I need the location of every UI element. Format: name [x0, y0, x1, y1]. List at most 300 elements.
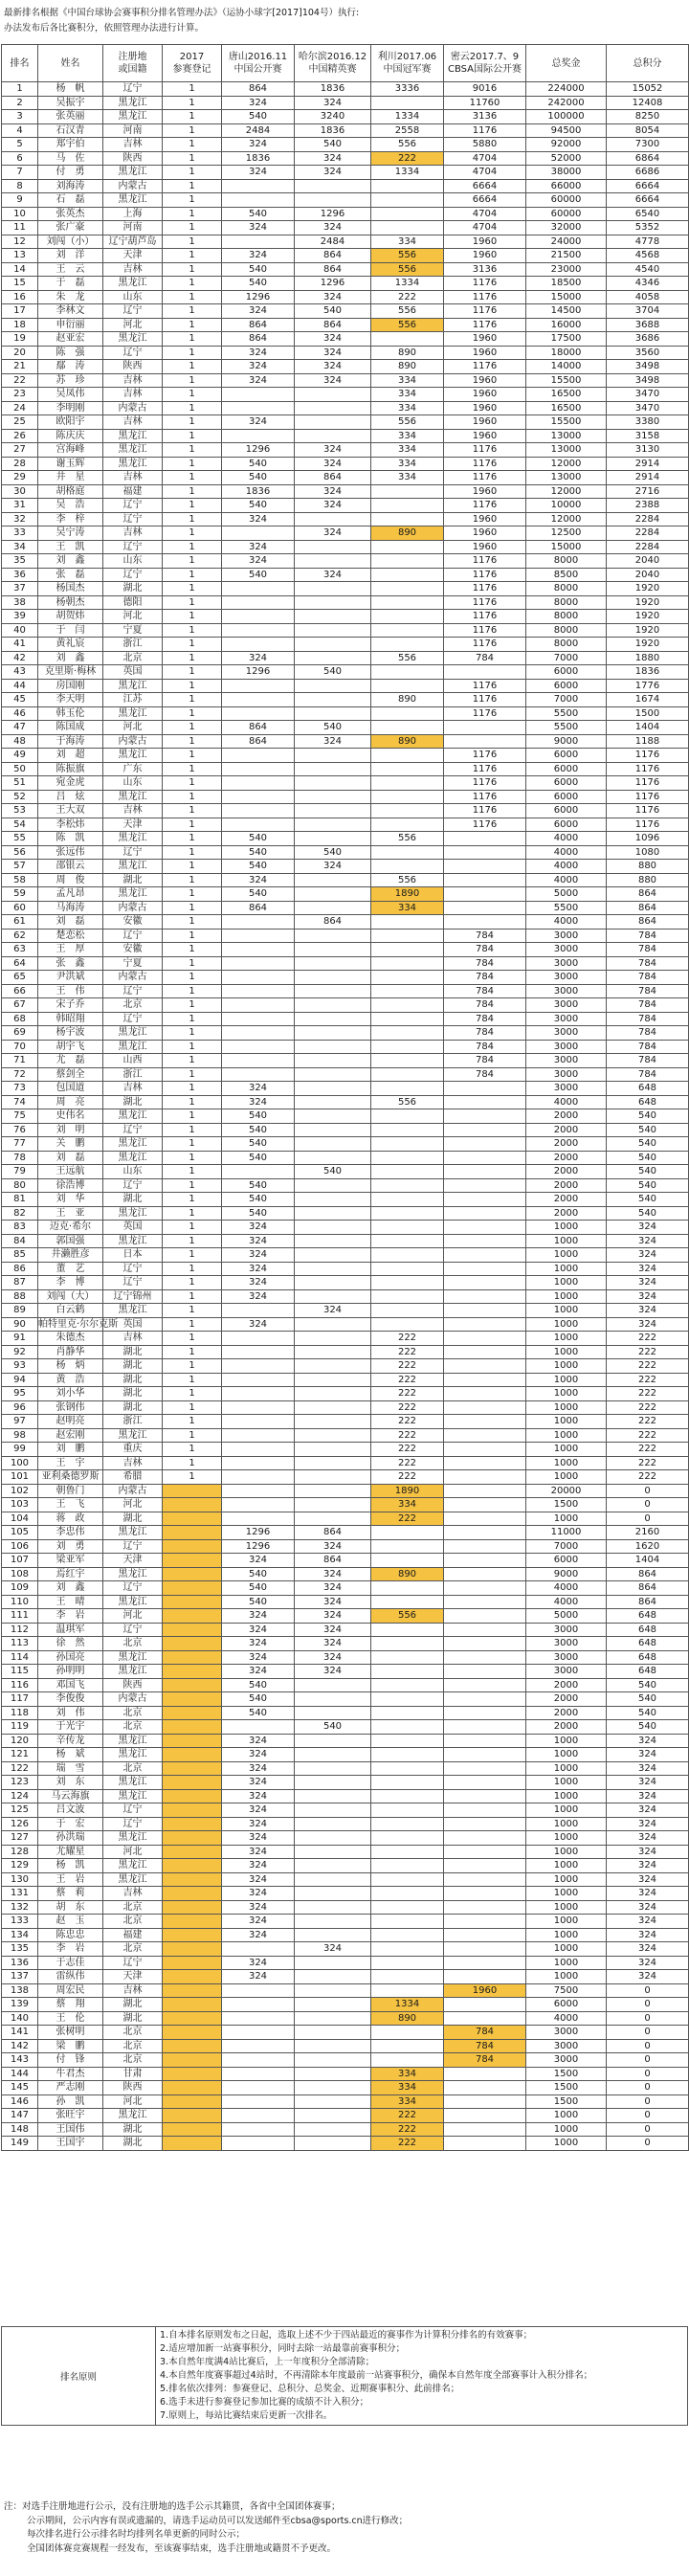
table-cell	[295, 1400, 371, 1415]
table-cell: 刘 鑫	[38, 554, 103, 569]
table-row	[2, 568, 689, 582]
table-cell: 于海涛	[38, 734, 103, 749]
table-row	[2, 1082, 689, 1096]
table-row	[2, 1554, 689, 1568]
table-cell: 4704	[444, 207, 526, 221]
table-row	[2, 638, 689, 652]
table-cell	[295, 429, 371, 443]
table-cell: 1	[163, 860, 222, 874]
table-cell: 5	[2, 138, 38, 152]
table-cell: 0	[607, 2053, 689, 2068]
table-cell: 140	[2, 2011, 38, 2026]
table-cell: 784	[607, 1026, 689, 1041]
table-cell: 864	[295, 915, 371, 930]
table-cell: 324	[222, 1845, 295, 1859]
table-cell: 864	[607, 1595, 689, 1609]
table-cell	[222, 929, 295, 943]
table-cell	[444, 1539, 526, 1554]
table-cell	[222, 1373, 295, 1387]
table-cell: 6000	[526, 776, 607, 791]
table-cell	[295, 1859, 371, 1873]
table-cell: 刘 超	[38, 749, 103, 763]
table-cell	[295, 638, 371, 652]
table-cell: 540	[222, 471, 295, 485]
table-cell	[163, 1595, 222, 1609]
rules-content	[156, 2327, 688, 2426]
table-cell: 黑龙江	[103, 1026, 163, 1041]
table-cell: 6664	[607, 193, 689, 208]
table-cell: 1	[163, 762, 222, 776]
table-cell: 119	[2, 1720, 38, 1735]
table-cell: 1960	[444, 1983, 526, 1998]
table-cell: 324	[222, 1915, 295, 1929]
table-cell	[163, 1900, 222, 1915]
table-cell: 吉林	[103, 1456, 163, 1470]
table-cell: 324	[295, 457, 371, 471]
table-row	[2, 1817, 689, 1831]
table-cell	[295, 1289, 371, 1304]
table-cell	[222, 1040, 295, 1054]
table-cell: 周宏民	[38, 1983, 103, 1998]
table-cell: 38000	[526, 166, 607, 180]
table-cell: 吉林	[103, 1983, 163, 1998]
table-cell: 3000	[526, 998, 607, 1013]
table-cell	[222, 915, 295, 930]
table-cell: 梁 鹏	[38, 2039, 103, 2053]
table-cell: 1	[163, 554, 222, 569]
table-cell	[444, 1262, 526, 1276]
table-cell: 57	[2, 860, 38, 874]
table-cell	[371, 221, 444, 235]
table-cell: 556	[371, 249, 444, 263]
table-cell	[295, 1234, 371, 1248]
table-cell: 4000	[526, 915, 607, 930]
table-cell	[371, 1720, 444, 1735]
table-cell: 10000	[526, 499, 607, 513]
table-cell	[163, 2026, 222, 2040]
table-cell: 1	[163, 679, 222, 693]
table-row	[2, 1178, 689, 1193]
table-row	[2, 1859, 689, 1873]
table-cell: 0	[607, 2039, 689, 2053]
table-cell: 1	[163, 1248, 222, 1263]
table-cell: 北京	[103, 651, 163, 665]
table-cell	[222, 179, 295, 193]
note-line: 每次排名进行公示排名时均排列名单更新的同时公示；	[27, 2529, 246, 2540]
table-cell: 4568	[607, 249, 689, 263]
table-cell: 324	[295, 346, 371, 360]
table-cell: 19	[2, 332, 38, 347]
table-cell: 222	[371, 1456, 444, 1470]
table-cell: 湖北	[103, 1193, 163, 1207]
table-cell	[222, 595, 295, 610]
table-row	[2, 1040, 689, 1054]
table-cell	[371, 2039, 444, 2053]
table-cell: 董 艺	[38, 1262, 103, 1276]
table-row	[2, 706, 689, 721]
table-cell: 黑龙江	[103, 1665, 163, 1679]
table-cell	[295, 1359, 371, 1374]
table-cell	[295, 984, 371, 998]
table-cell	[444, 1928, 526, 1942]
table-cell: 135	[2, 1942, 38, 1957]
table-cell	[444, 887, 526, 902]
table-cell	[444, 1650, 526, 1665]
table-cell: 王 岩	[38, 1872, 103, 1887]
table-cell	[295, 1776, 371, 1790]
table-cell: 4	[2, 123, 38, 138]
table-cell: 房国刚	[38, 679, 103, 693]
table-row	[2, 512, 689, 526]
table-cell: 5500	[526, 901, 607, 915]
table-cell: 334	[371, 388, 444, 402]
table-cell	[163, 1761, 222, 1776]
table-cell: 540	[222, 832, 295, 846]
table-cell: 3470	[607, 388, 689, 402]
table-cell: 222	[371, 1415, 444, 1429]
table-cell: 刘 伟	[38, 1706, 103, 1720]
table-cell: 97	[2, 1415, 38, 1429]
table-cell: 864	[222, 901, 295, 915]
table-cell: 安徽	[103, 943, 163, 957]
table-cell: 324	[295, 96, 371, 110]
table-cell: 2000	[526, 1178, 607, 1193]
table-cell: 张旺宇	[38, 2109, 103, 2123]
table-cell: 324	[295, 1581, 371, 1596]
table-cell: 324	[222, 1554, 295, 1568]
table-cell	[444, 915, 526, 930]
table-cell	[295, 873, 371, 887]
table-cell	[444, 1123, 526, 1137]
table-cell: 1000	[526, 1289, 607, 1304]
table-cell: 334	[371, 2067, 444, 2081]
table-cell: 324	[222, 138, 295, 152]
table-cell: 3000	[526, 1665, 607, 1679]
table-cell	[163, 1720, 222, 1735]
table-row	[2, 1345, 689, 1359]
table-cell: 334	[371, 457, 444, 471]
table-cell: 1920	[607, 610, 689, 624]
table-cell	[222, 1332, 295, 1346]
table-cell: 1	[163, 665, 222, 680]
table-cell	[295, 193, 371, 208]
table-cell: 1	[163, 290, 222, 304]
table-cell	[295, 554, 371, 569]
table-cell: 尤 磊	[38, 1054, 103, 1068]
table-row	[2, 1526, 689, 1540]
table-cell	[295, 1206, 371, 1221]
table-cell: 尹洪斌	[38, 971, 103, 985]
table-cell: 蒋 政	[38, 1512, 103, 1526]
table-cell: 324	[295, 1304, 371, 1318]
table-cell: 11760	[444, 96, 526, 110]
table-cell: 1	[163, 277, 222, 291]
table-cell: 15	[2, 277, 38, 291]
table-cell: 1	[163, 1456, 222, 1470]
table-cell: 8000	[526, 638, 607, 652]
table-cell: 9	[2, 193, 38, 208]
table-cell	[371, 96, 444, 110]
table-cell	[163, 2109, 222, 2123]
table-cell: 1176	[444, 290, 526, 304]
table-row	[2, 1443, 689, 1457]
table-cell: 黑龙江	[103, 2109, 163, 2123]
table-cell: 42	[2, 651, 38, 665]
table-cell: 吉林	[103, 415, 163, 430]
table-cell: 辽宁	[103, 1623, 163, 1637]
table-row	[2, 123, 689, 138]
table-cell	[163, 1803, 222, 1818]
table-cell: 784	[444, 984, 526, 998]
table-cell: 1	[163, 1221, 222, 1235]
table-cell	[295, 1123, 371, 1137]
table-cell	[444, 2067, 526, 2081]
table-cell	[444, 1178, 526, 1193]
table-cell: 324	[222, 1859, 295, 1873]
table-cell: 张英杰	[38, 207, 103, 221]
table-cell: 广东	[103, 762, 163, 776]
table-cell: 334	[371, 901, 444, 915]
table-cell	[163, 1928, 222, 1942]
table-cell: 66000	[526, 179, 607, 193]
table-cell	[295, 512, 371, 526]
table-cell: 324	[295, 166, 371, 180]
table-cell: 3000	[526, 971, 607, 985]
table-cell: 2160	[607, 1526, 689, 1540]
table-cell	[295, 1761, 371, 1776]
table-cell	[371, 1026, 444, 1041]
table-cell: 付 锋	[38, 2053, 103, 2068]
table-cell: 石汉青	[38, 123, 103, 138]
table-row	[2, 1387, 689, 1401]
table-cell: 2284	[607, 512, 689, 526]
table-cell: 1	[163, 1415, 222, 1429]
table-cell: 61	[2, 915, 38, 930]
table-cell: 1	[163, 1165, 222, 1179]
table-cell: 黑龙江	[103, 679, 163, 693]
table-row	[2, 415, 689, 430]
table-cell: 1	[163, 499, 222, 513]
table-cell: 2716	[607, 484, 689, 499]
table-cell: 吕文波	[38, 1803, 103, 1818]
table-cell	[295, 956, 371, 971]
table-cell: 1000	[526, 1470, 607, 1485]
table-cell: 70	[2, 1040, 38, 1054]
table-row	[2, 595, 689, 610]
table-cell: 河北	[103, 610, 163, 624]
table-cell: 1296	[222, 1539, 295, 1554]
table-cell: 784	[607, 956, 689, 971]
table-cell: 1	[163, 1067, 222, 1082]
table-cell: 3000	[526, 2026, 607, 2040]
table-cell	[371, 706, 444, 721]
table-cell	[295, 1373, 371, 1387]
table-cell: 145	[2, 2081, 38, 2095]
table-cell: 于 闫	[38, 623, 103, 638]
table-cell: 蔡 翔	[38, 1998, 103, 2012]
table-cell: 23	[2, 388, 38, 402]
table-cell: 890	[371, 526, 444, 541]
table-cell	[163, 1970, 222, 1984]
table-cell: 4778	[607, 235, 689, 249]
table-cell: 100	[2, 1456, 38, 1470]
table-cell: 864	[607, 915, 689, 930]
table-cell: 1	[163, 1428, 222, 1443]
table-cell	[371, 1151, 444, 1165]
table-cell: 朱 龙	[38, 290, 103, 304]
table-cell: 王远航	[38, 1165, 103, 1179]
table-cell: 胡 东	[38, 1900, 103, 1915]
table-row	[2, 457, 689, 471]
table-cell: 324	[222, 1665, 295, 1679]
table-cell: 北京	[103, 1900, 163, 1915]
table-cell: 1334	[371, 1998, 444, 2012]
table-cell	[371, 1262, 444, 1276]
table-cell: 1000	[526, 1928, 607, 1942]
table-cell: 陈振旗	[38, 762, 103, 776]
table-cell: 1	[163, 207, 222, 221]
table-cell: 王 云	[38, 262, 103, 277]
table-cell	[444, 1345, 526, 1359]
table-cell: 辽宁	[103, 1276, 163, 1290]
table-cell: 3240	[295, 110, 371, 124]
table-cell: 5880	[444, 138, 526, 152]
table-cell: 6000	[526, 1998, 607, 2012]
table-cell: 3158	[607, 429, 689, 443]
table-cell: 1296	[222, 665, 295, 680]
table-cell: 蔡剑全	[38, 1067, 103, 1082]
table-cell: 890	[371, 2011, 444, 2026]
table-cell: 130	[2, 1872, 38, 1887]
table-row	[2, 1470, 689, 1485]
table-cell: 324	[295, 499, 371, 513]
table-cell: 英国	[103, 665, 163, 680]
table-cell: 1000	[526, 1748, 607, 1762]
table-cell: 杨 斌	[38, 1748, 103, 1762]
table-cell: 540	[222, 457, 295, 471]
table-cell: 3000	[526, 984, 607, 998]
table-cell	[222, 1484, 295, 1498]
table-cell: 222	[607, 1443, 689, 1457]
table-cell	[295, 1026, 371, 1041]
table-cell	[371, 845, 444, 860]
table-cell: 324	[222, 1872, 295, 1887]
table-cell: 123	[2, 1776, 38, 1790]
table-cell: 1	[163, 1123, 222, 1137]
table-cell	[163, 1512, 222, 1526]
table-cell: 86	[2, 1262, 38, 1276]
table-cell: 史伟名	[38, 1109, 103, 1124]
table-cell: 迈克·希尔	[38, 1221, 103, 1235]
table-cell: 吕 炫	[38, 790, 103, 804]
table-cell: 郑宇伯	[38, 138, 103, 152]
table-cell: 76	[2, 1123, 38, 1137]
table-cell: 79	[2, 1165, 38, 1179]
table-cell: 1	[163, 1234, 222, 1248]
table-cell: 648	[607, 1609, 689, 1624]
table-cell: 540	[222, 1109, 295, 1124]
table-cell: 784	[444, 1040, 526, 1054]
table-cell	[371, 595, 444, 610]
table-cell: 18000	[526, 346, 607, 360]
table-cell: 1960	[444, 388, 526, 402]
table-cell: 5500	[526, 721, 607, 735]
table-cell	[222, 2081, 295, 2095]
table-cell: 1	[163, 956, 222, 971]
table-cell: 重庆	[103, 1443, 163, 1457]
table-cell: 张广豪	[38, 221, 103, 235]
table-cell	[371, 1734, 444, 1748]
table-cell	[295, 2122, 371, 2137]
table-cell: 556	[371, 138, 444, 152]
table-cell: 324	[222, 1817, 295, 1831]
column-header: 总奖金	[526, 45, 607, 82]
table-cell: 天津	[103, 818, 163, 832]
table-cell: 32	[2, 512, 38, 526]
table-cell: 540	[222, 1678, 295, 1692]
table-cell: 张远伟	[38, 845, 103, 860]
table-cell	[295, 1428, 371, 1443]
table-cell: 12	[2, 235, 38, 249]
table-cell	[371, 1623, 444, 1637]
table-cell: 周 俊	[38, 873, 103, 887]
table-cell: 0	[607, 1484, 689, 1498]
table-cell	[371, 1276, 444, 1290]
table-cell: 1	[163, 484, 222, 499]
table-cell: 苏 珍	[38, 373, 103, 388]
table-cell	[295, 929, 371, 943]
table-row	[2, 1456, 689, 1470]
table-cell: 648	[607, 1095, 689, 1109]
table-cell	[163, 1956, 222, 1970]
table-cell: 1176	[444, 749, 526, 763]
table-cell: 黑龙江	[103, 166, 163, 180]
table-cell: 5352	[607, 221, 689, 235]
table-cell: 334	[371, 1498, 444, 1512]
table-cell: 福建	[103, 484, 163, 499]
table-cell: 帕特里克·尔尔克斯	[38, 1318, 119, 1330]
table-cell	[163, 1734, 222, 1748]
table-cell	[444, 1845, 526, 1859]
table-row	[2, 1332, 689, 1346]
table-cell: 8	[2, 179, 38, 193]
table-row	[2, 818, 689, 832]
column-header: 唐山2016.11 中国公开赛	[222, 45, 295, 82]
table-cell	[295, 749, 371, 763]
table-cell: 辽宁	[103, 346, 163, 360]
table-row	[2, 1095, 689, 1109]
table-cell: 内蒙古	[103, 1692, 163, 1707]
table-cell: 324	[607, 1761, 689, 1776]
table-cell	[163, 1567, 222, 1581]
table-cell: 93	[2, 1359, 38, 1374]
table-cell	[371, 749, 444, 763]
table-row	[2, 1789, 689, 1803]
table-cell: 540	[222, 1692, 295, 1707]
table-cell: 1960	[444, 373, 526, 388]
table-cell: 139	[2, 1998, 38, 2012]
table-row	[2, 2109, 689, 2123]
table-cell	[163, 2039, 222, 2053]
table-cell: 1	[163, 929, 222, 943]
table-cell: 黑龙江	[103, 110, 163, 124]
table-cell: 1960	[444, 484, 526, 499]
table-row	[2, 887, 689, 902]
table-row	[2, 804, 689, 818]
table-cell: 60000	[526, 193, 607, 208]
table-cell	[444, 2094, 526, 2109]
table-cell: 1176	[444, 318, 526, 332]
